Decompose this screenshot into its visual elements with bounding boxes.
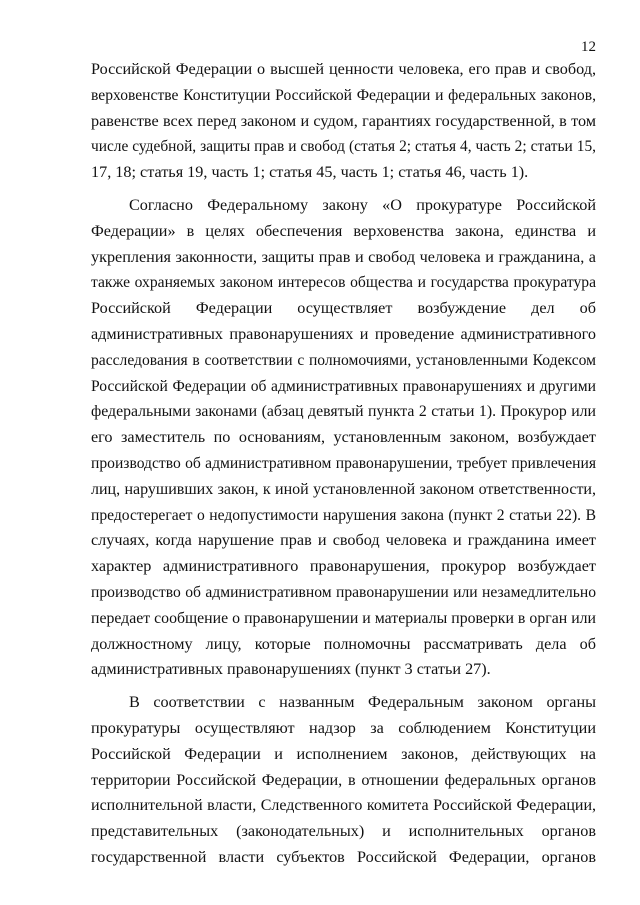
text-line: равенстве всех перед законом и судом, гарантиях государственной, в том [91,111,596,130]
text-line: производство об административном правонарушении или незамедлительно [91,583,596,601]
text-line: административных правонарушениях (пункт 3 статьи 27). [91,660,491,679]
text-line: расследования в соответствии с полномочиями, установленными Кодексом [91,351,596,369]
text-line: Российской Федерации об административных правонарушениях и другими [91,377,596,395]
text-line: должностному лицу, которые полномочны рассматривать дела об [91,634,596,653]
text-line: числе судебной, защиты прав и свобод (статья 2; статья 4, часть 2; статьи 15, [91,138,596,156]
text-line: В соответствии с названным Федеральным законом органы [129,693,596,712]
text-line: Федерации» в целях обеспечения верховенства закона, единства и [91,221,596,240]
text-line: административных правонарушениях и проведение административного [91,324,596,343]
text-line: территории Российской Федерации, в отношении федеральных органов [91,770,596,789]
text-line: предостерегает о недопустимости нарушения закона (пункт 2 статьи 22). В [91,506,596,524]
page-number: 12 [581,39,596,55]
document-body [91,57,596,871]
text-line: государственной власти субъектов Российской Федерации, органов [91,847,596,866]
text-line: Согласно Федеральному закону «О прокуратуре Российской [129,195,596,214]
text-line: также охраняемых законом интересов общества и государства прокуратура [91,274,596,292]
text-line: представительных (законодательных) и исполнительных органов [91,822,596,841]
text-line: 17, 18; статья 19, часть 1; статья 45, часть 1; статья 46, часть 1). [91,163,529,182]
text-line: его заместитель по основаниям, установленным законом, возбуждает [91,428,596,447]
text-line: Российской Федерации осуществляет возбуждение дел об [91,299,596,318]
text-line: производство об административном правонарушении, требует привлечения [91,454,596,472]
text-line: лиц, нарушивших закон, к иной установленной законом ответственности, [91,480,596,498]
text-line: Российской Федерации о высшей ценности человека, его прав и свобод, [91,60,596,78]
text-line: Российской Федерации и исполнением законов, действующих на [91,744,596,763]
text-line: федеральными законами (абзац девятый пункта 2 статьи 1). Прокурор или [91,403,596,421]
text-line: верховенстве Конституции Российской Федерации и федеральных законов, [91,86,596,104]
text-line: укрепления законности, защиты прав и свобод человека и гражданина, а [91,247,596,266]
text-line: характер административного правонарушения, прокурор возбуждает [91,557,596,576]
text-line: прокуратуры осуществляют надзор за соблюдением Конституции [91,718,596,737]
text-line: исполнительной власти, Следственного комитета Российской Федерации, [91,797,596,815]
text-line: случаях, когда нарушение прав и свобод человека и гражданина имеет [91,531,596,550]
text-line: передает сообщение о правонарушении и материалы проверки в орган или [91,609,596,627]
